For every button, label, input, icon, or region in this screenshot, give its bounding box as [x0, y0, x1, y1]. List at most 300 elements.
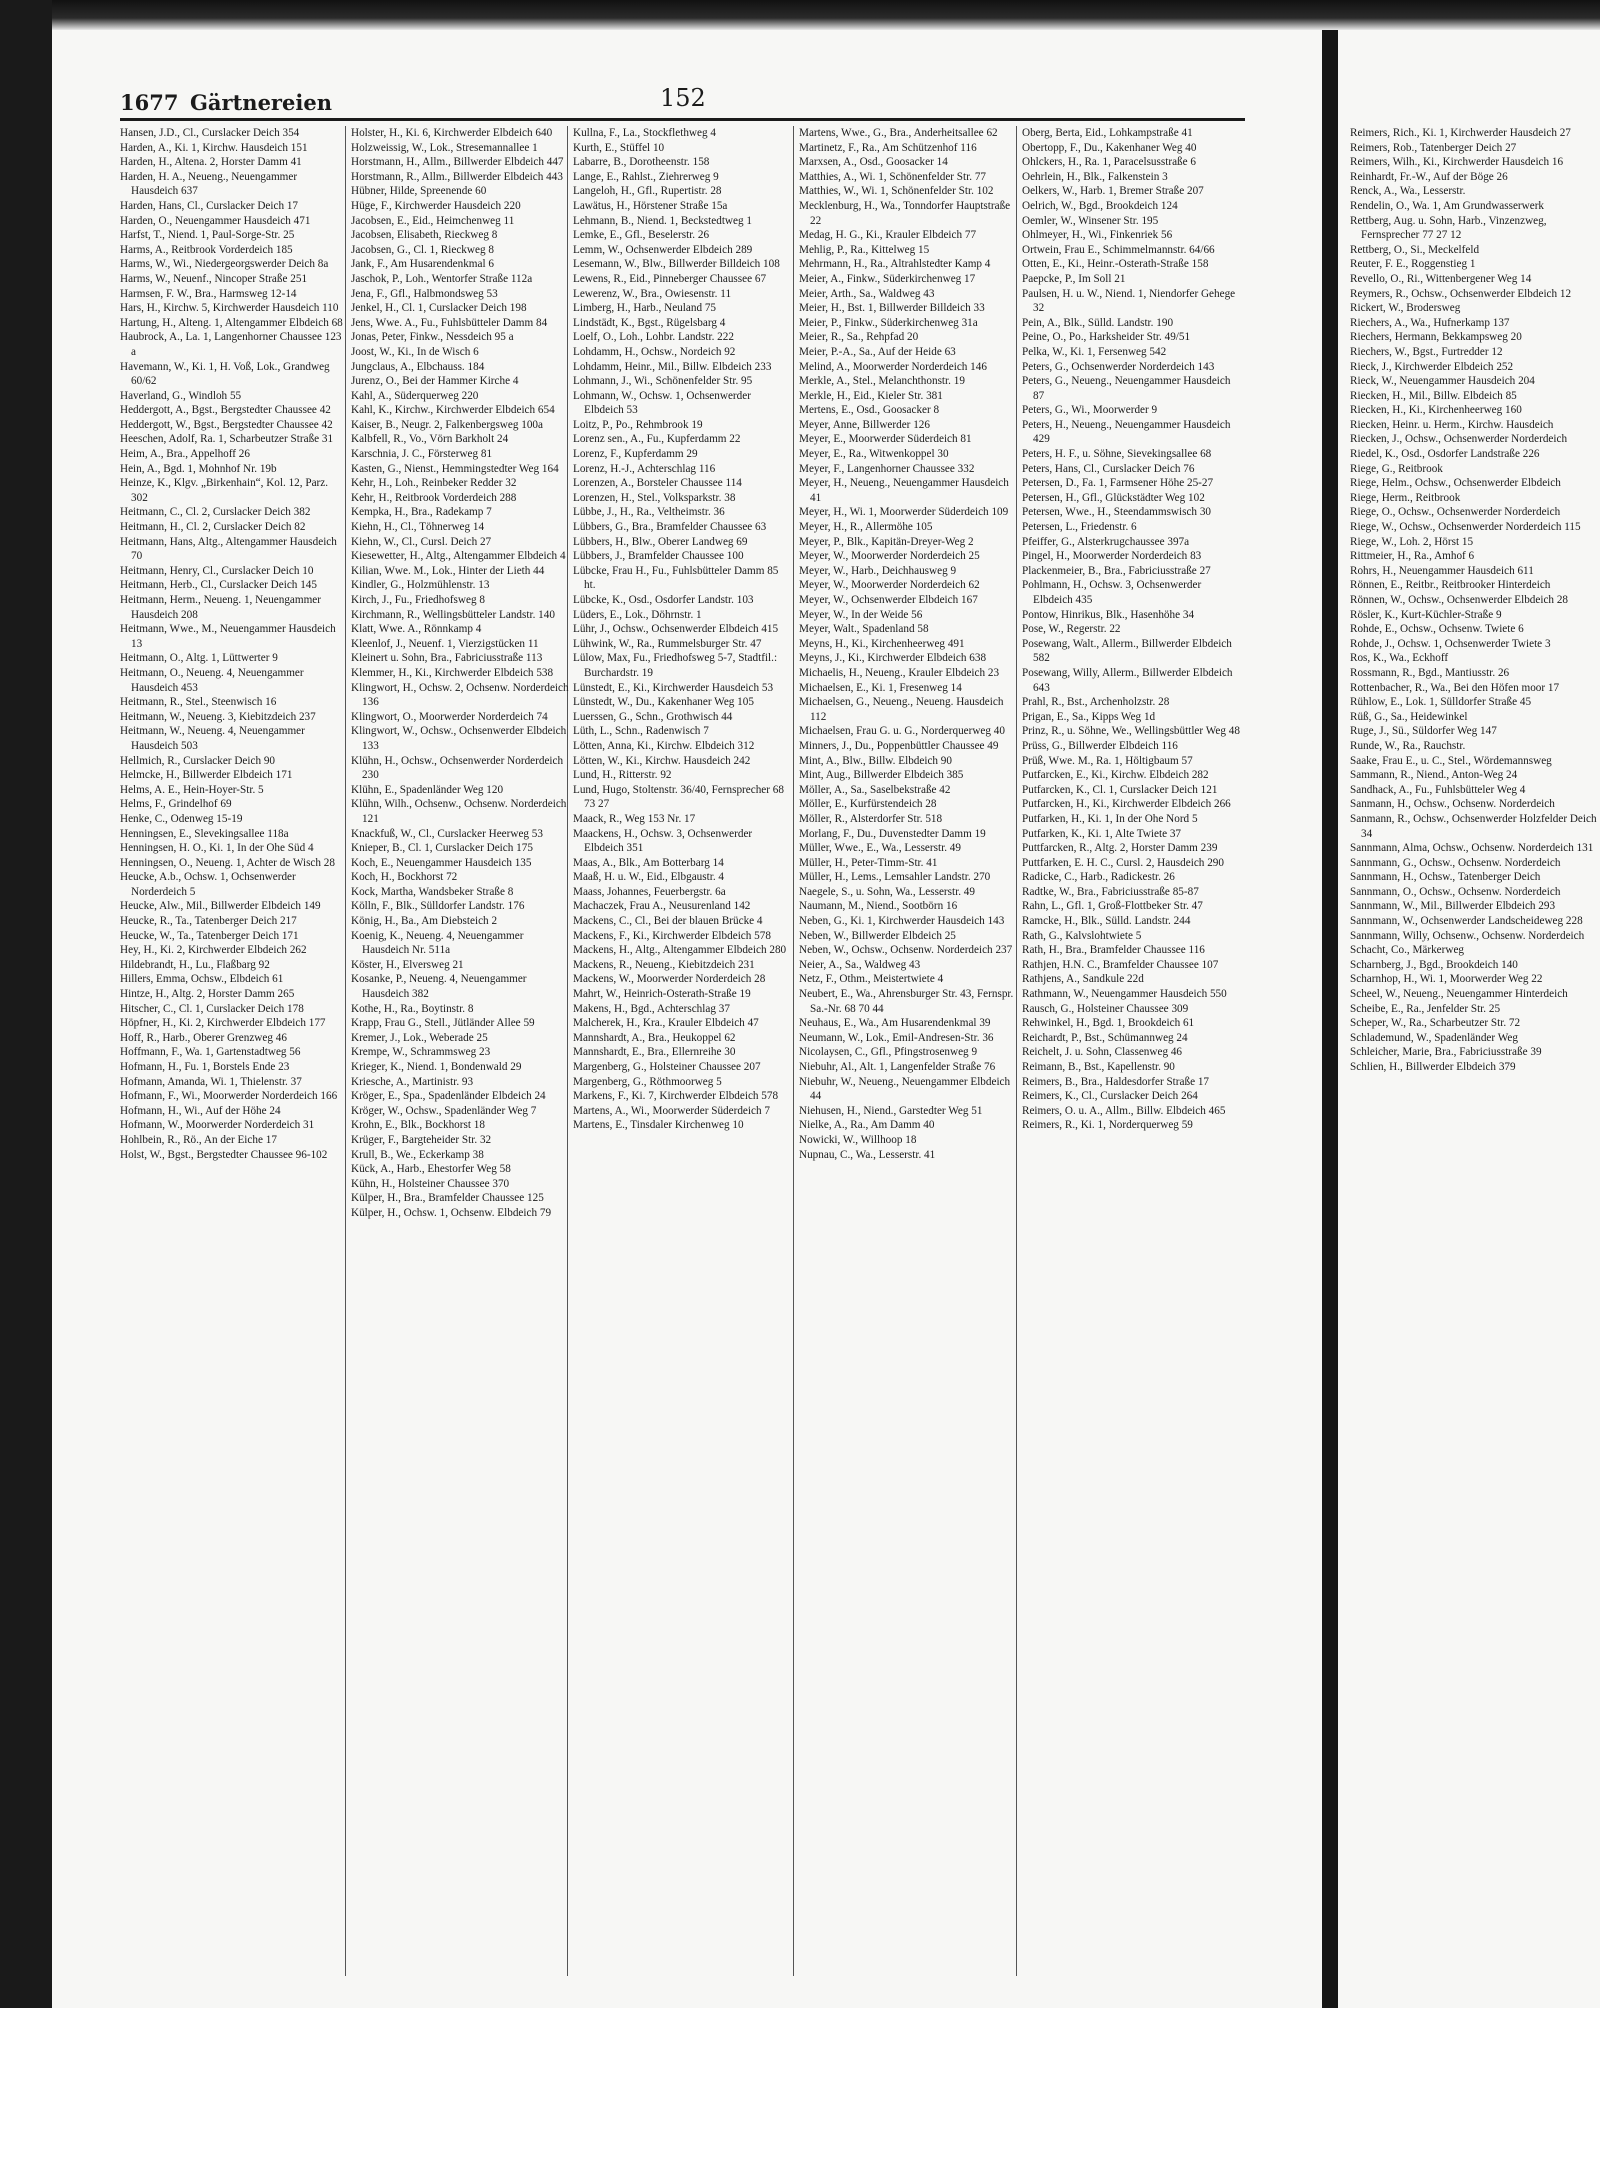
directory-entry: Kleenlof, J., Neuenf. 1, Vierzigstücken 11: [351, 637, 539, 650]
directory-entry: Riecken, H., Ki., Kirchenheerweg 160: [1350, 404, 1522, 417]
directory-entry: Langeloh, H., Gfl., Rupertistr. 28: [573, 185, 722, 198]
directory-entry: König, H., Ba., Am Diebsteich 2: [351, 915, 498, 928]
directory-entry: Hüge, F., Kirchwerder Hausdeich 220: [351, 199, 521, 212]
directory-entry: Jenkel, H., Cl. 1, Curslacker Deich 198: [351, 302, 527, 315]
directory-entry: Rieck, W., Neuengammer Hausdeich 204: [1350, 375, 1535, 388]
directory-entry: Riecken, J., Ochsw., Ochsenwerder Norderdeich: [1350, 433, 1568, 446]
directory-entry: Klühn, H., Ochsw., Ochsenwerder Norderdeich 230: [351, 754, 564, 782]
directory-entry: Henke, C., Odenweg 15-19: [120, 812, 243, 825]
directory-entry: Jena, F., Gfl., Halbmondsweg 53: [351, 287, 498, 300]
directory-entry: Morlang, F., Du., Duvenstedter Damm 19: [799, 827, 986, 840]
directory-entry: Heitmann, C., Cl. 2, Curslacker Deich 382: [120, 506, 311, 519]
directory-entry: Limberg, H., Harb., Neuland 75: [573, 302, 717, 315]
section-title: Gärtnereien: [190, 90, 332, 115]
directory-entry: Krapp, Frau G., Stell., Jütländer Allee 59: [351, 1017, 535, 1030]
directory-entry: Reinhardt, Fr.-W., Auf der Böge 26: [1350, 170, 1508, 183]
directory-entry: Meyer, E., Moorwerder Süderdeich 81: [799, 433, 972, 446]
directory-entry: Heinze, K., Klgv. „Birkenhain“, Kol. 12, Parz. 302: [120, 477, 329, 504]
directory-entry: Holzweissig, W., Lok., Stresemannallee 1: [351, 141, 538, 154]
directory-entry: Riecken, H., Mil., Billw. Elbdeich 85: [1350, 389, 1517, 402]
directory-entry: Harms, W., Neuenf., Nincoper Straße 251: [120, 272, 308, 285]
directory-entry: Scheper, W., Ra., Scharbeutzer Str. 72: [1350, 1017, 1521, 1030]
directory-entry: Haubrock, A., La. 1, Langenhorner Chaussee 123 a: [120, 331, 342, 358]
directory-entry: Sannmann, G., Ochsw., Ochsenw. Norderdeich: [1350, 856, 1561, 869]
directory-entry: Prigan, E., Sa., Kipps Weg 1d: [1022, 710, 1156, 723]
directory-entry: Kullna, F., La., Stockflethweg 4: [573, 127, 716, 139]
directory-entry: Heitmann, Wwe., M., Neuengammer Hausdeich 13: [120, 623, 336, 650]
directory-entry: Riege, Herm., Reitbrook: [1350, 491, 1461, 504]
directory-entry: Mint, A., Blw., Billw. Elbdeich 90: [799, 754, 952, 767]
directory-entry: Kasten, G., Nienst., Hemmingstedter Weg 164: [351, 462, 559, 475]
directory-entry: Lohdamm, H., Ochsw., Nordeich 92: [573, 345, 736, 358]
directory-entry: Meyns, J., Ki., Kirchwerder Elbdeich 638: [799, 652, 987, 665]
directory-entry: Meyer, P., Blk., Kapitän-Dreyer-Weg 2: [799, 535, 974, 548]
directory-entry: Maaß, H. u. W., Eid., Elbgaustr. 4: [573, 871, 725, 884]
directory-entry: Hofmann, Amanda, Wi. 1, Thielenstr. 37: [120, 1075, 302, 1088]
directory-entry: Meyer, H., Wi. 1, Moorwerder Süderdeich 109: [799, 506, 1009, 519]
directory-entry: Pohlmann, H., Ochsw. 3, Ochsenwerder Elbdeich 435: [1022, 579, 1202, 606]
directory-entry: Kröger, E., Spa., Spadenländer Elbdeich 24: [351, 1090, 546, 1103]
directory-entry: Heitmann, W., Neueng. 3, Kiebitzdeich 237: [120, 710, 316, 723]
directory-entry: Peters, Hans, Cl., Curslacker Deich 76: [1022, 462, 1195, 475]
directory-entry: Maack, R., Weg 153 Nr. 17: [573, 812, 696, 825]
directory-entry: Lorenz sen., A., Fu., Kupferdamm 22: [573, 433, 741, 446]
directory-entry: Jens, Wwe. A., Fu., Fuhlsbütteler Damm 84: [351, 316, 548, 329]
directory-entry: Lesemann, W., Blw., Billwerder Billdeich 108: [573, 258, 780, 271]
directory-entry: Lorenz, F., Kupferdamm 29: [573, 448, 698, 461]
directory-entry: Oelrich, W., Bgd., Brookdeich 124: [1022, 199, 1178, 212]
directory-entry: Jonas, Peter, Finkw., Nessdeich 95 a: [351, 331, 514, 344]
directory-entry: Lühwink, W., Ra., Rummelsburger Str. 47: [573, 637, 762, 650]
directory-entry: Riege, G., Reitbrook: [1350, 462, 1443, 475]
directory-entry: Lübbe, J., H., Ra., Veltheimstr. 36: [573, 506, 725, 519]
directory-entry: Reimers, K., Cl., Curslacker Deich 264: [1022, 1090, 1198, 1103]
directory-entry: Helms, A. E., Hein-Hoyer-Str. 5: [120, 783, 264, 796]
directory-entry: Reimann, B., Bst., Kapellenstr. 90: [1022, 1061, 1175, 1073]
directory-entry: Rausch, G., Holsteiner Chaussee 309: [1022, 1002, 1189, 1015]
directory-entry: Rettberg, Aug. u. Sohn, Harb., Vinzenzweg, Fernsprecher 77 27 12: [1350, 214, 1547, 242]
directory-entry: Külper, H., Bra., Bramfelder Chaussee 125: [351, 1192, 544, 1205]
column-1: [120, 126, 344, 1986]
directory-entry: Riege, W., Loh. 2, Hörst 15: [1350, 535, 1474, 548]
directory-entry: Koenig, K., Neueng. 4, Neuengammer Hausdeich Nr. 511a: [351, 929, 524, 957]
directory-entry: Henningsen, O., Neueng. 1, Achter de Wisch 28: [120, 856, 335, 869]
column-6: [1350, 126, 1600, 1986]
directory-entry: Heitmann, Henry, Cl., Curslacker Deich 10: [120, 564, 314, 577]
directory-entry: Henningsen, E., Slevekingsallee 118a: [120, 827, 289, 840]
directory-entry: Meyer, F., Langenhorner Chaussee 332: [799, 462, 975, 475]
directory-entry: Puttfarcken, R., Altg. 2, Horster Damm 239: [1022, 842, 1218, 855]
directory-entry: Peters, G., Wi., Moorwerder 9: [1022, 404, 1158, 417]
directory-entry: Lorenzen, A., Borsteler Chaussee 114: [573, 477, 742, 490]
directory-entry: Sannmann, W., Ochsenwerder Landscheideweg 228: [1350, 915, 1583, 928]
directory-entry: Heitmann, H., Cl. 2, Curslacker Deich 82: [120, 521, 306, 534]
directory-entry: Riechers, W., Bgst., Furtredder 12: [1350, 345, 1503, 358]
directory-entry: Helms, F., Grindelhof 69: [120, 798, 232, 811]
directory-entry: Meier, P., Finkw., Süderkirchenweg 31a: [799, 316, 978, 329]
directory-entry: Oelkers, W., Harb. 1, Bremer Straße 207: [1022, 185, 1204, 198]
directory-entry: Ohlckers, H., Ra. 1, Paracelsusstraße 6: [1022, 156, 1196, 169]
directory-entry: Lemke, E., Gfl., Beselerstr. 26: [573, 229, 710, 242]
directory-entry: Harms, A., Reitbrook Vorderdeich 185: [120, 243, 293, 256]
directory-entry: Obertopp, F., Du., Kakenhaner Weg 40: [1022, 141, 1197, 154]
directory-entry: Sammann, R., Niend., Anton-Weg 24: [1350, 769, 1518, 782]
directory-entry: Kehr, H., Reitbrook Vorderdeich 288: [351, 491, 517, 504]
directory-entry: Krohn, E., Blk., Bockhorst 18: [351, 1119, 485, 1132]
directory-entry: Lünstedt, W., Du., Kakenhaner Weg 105: [573, 696, 754, 709]
directory-entry: Kremer, J., Lok., Weberade 25: [351, 1031, 488, 1044]
directory-entry: Reimers, Wilh., Ki., Kirchwerder Hausdeich 16: [1350, 156, 1564, 169]
directory-entry: Heucke, W., Ta., Tatenberger Deich 171: [120, 929, 299, 942]
directory-entry: Schlien, H., Billwerder Elbdeich 379: [1350, 1061, 1516, 1073]
directory-entry: Meier, Arth., Sa., Waldweg 43: [799, 287, 935, 300]
directory-entry: Minners, J., Du., Poppenbüttler Chaussee 49: [799, 739, 999, 752]
directory-entry: Naumann, M., Niend., Sootbörn 16: [799, 900, 958, 913]
directory-entry: Lindstädt, K., Bgst., Rügelsbarg 4: [573, 316, 726, 329]
directory-entry: Kock, Martha, Wandsbeker Straße 8: [351, 885, 514, 898]
directory-entry: Harden, A., Ki. 1, Kirchw. Hausdeich 151: [120, 141, 308, 154]
directory-entry: Niebuhr, W., Neueng., Neuengammer Elbdeich 44: [799, 1075, 1011, 1103]
directory-entry: Maackens, H., Ochsw. 3, Ochsenwerder Elbdeich 351: [573, 827, 753, 855]
directory-entry: Rüß, G., Sa., Heidewinkel: [1350, 710, 1468, 723]
directory-entry: Ruge, J., Sü., Süldorfer Weg 147: [1350, 725, 1497, 738]
directory-entry: Rath, H., Bra., Bramfelder Chaussee 116: [1022, 944, 1205, 957]
directory-entry: Pose, W., Regerstr. 22: [1022, 623, 1121, 636]
directory-entry: Maas, A., Blk., Am Botterbarg 14: [573, 856, 724, 869]
directory-entry: Meier, H., Bst. 1, Billwerder Billdeich 33: [799, 302, 985, 315]
directory-entry: Niebuhr, Al., Alt. 1, Langenfelder Straße 76: [799, 1061, 996, 1073]
scan-bottom-margin: [0, 2008, 1600, 2177]
directory-entry: Rohrs, H., Neuengammer Hausdeich 611: [1350, 564, 1534, 577]
directory-entry: Hartung, H., Alteng. 1, Altengammer Elbdeich 68: [120, 316, 343, 329]
directory-entry: Krull, B., We., Eckerkamp 38: [351, 1148, 484, 1161]
directory-entry: Rath, G., Kalvslohtwiete 5: [1022, 929, 1142, 942]
directory-entry: Lorenz, H.-J., Achterschlag 116: [573, 462, 716, 475]
directory-entry: Reimers, R., Ki. 1, Norderquerweg 59: [1022, 1119, 1193, 1132]
directory-entry: Kleinert u. Sohn, Bra., Fabriciusstraße 113: [351, 652, 543, 665]
directory-entry: Rendelin, O., Wa. 1, Am Grundwasserwerk: [1350, 199, 1545, 212]
directory-entry: Haverland, G., Windloh 55: [120, 389, 242, 402]
directory-entry: Lülow, Max, Fu., Friedhofsweg 5-7, Stadtfil.: Burchardstr. 19: [573, 652, 778, 679]
directory-entry: Hansen, J.D., Cl., Curslacker Deich 354: [120, 127, 300, 139]
directory-entry: Oehrlein, H., Blk., Falkenstein 3: [1022, 170, 1168, 183]
directory-entry: Rohde, E., Ochsw., Ochsenw. Twiete 6: [1350, 623, 1524, 636]
directory-entry: Mackens, W., Moorwerder Norderdeich 28: [573, 973, 766, 986]
directory-entry: Lund, H., Ritterstr. 92: [573, 769, 672, 782]
directory-entry: Kriesche, A., Martinistr. 93: [351, 1075, 474, 1088]
directory-entry: Kahl, A., Süderquerweg 220: [351, 389, 479, 402]
directory-entry: Müller, H., Lems., Lemsahler Landstr. 270: [799, 871, 991, 884]
directory-entry: Hein, A., Bgd. 1, Mohnhof Nr. 19b: [120, 462, 277, 475]
directory-entry: Kothe, H., Ra., Boytinstr. 8: [351, 1002, 474, 1015]
directory-entry: Mannshardt, E., Bra., Ellernreihe 30: [573, 1046, 736, 1059]
directory-entry: Kurth, E., Stüffel 10: [573, 141, 665, 154]
directory-entry: Riege, W., Ochsw., Ochsenwerder Norderdeich 115: [1350, 521, 1581, 534]
directory-entry: Posewang, Willy, Allerm., Billwerder Elbdeich 643: [1022, 666, 1233, 694]
directory-entry: Kosanke, P., Neueng. 4, Neuengammer Hausdeich 382: [351, 973, 527, 1001]
directory-entry: Nielke, A., Ra., Am Damm 40: [799, 1119, 935, 1132]
directory-entry: Kühn, H., Holsteiner Chaussee 370: [351, 1177, 510, 1190]
directory-entry: Hoffmann, F., Wa. 1, Gartenstadtweg 56: [120, 1046, 301, 1059]
directory-entry: Reichardt, P., Bst., Schümannweg 24: [1022, 1031, 1188, 1044]
directory-entry: Krempe, W., Schrammsweg 23: [351, 1046, 491, 1059]
directory-entry: Meyer, W., Ochsenwerder Elbdeich 167: [799, 594, 978, 606]
directory-entry: Hofmann, H., Fu. 1, Borstels Ende 23: [120, 1061, 290, 1073]
directory-entry: Niehusen, H., Niend., Garstedter Weg 51: [799, 1104, 983, 1117]
directory-entry: Naegele, S., u. Sohn, Wa., Lesserstr. 49: [799, 885, 975, 898]
directory-entry: Joost, W., Ki., In de Wisch 6: [351, 345, 479, 358]
directory-entry: Neuhaus, E., Wa., Am Husarendenkmal 39: [799, 1017, 991, 1030]
directory-entry: Nicolaysen, C., Gfl., Pfingstrosenweg 9: [799, 1046, 978, 1059]
directory-entry: Peine, O., Po., Harksheider Str. 49/51: [1022, 331, 1191, 344]
directory-entry: Kirchmann, R., Wellingsbütteler Landstr. 140: [351, 608, 555, 621]
directory-entry: Sannmann, H., Ochsw., Tatenberger Deich: [1350, 871, 1541, 884]
directory-entry: Hellmich, R., Curslacker Deich 90: [120, 754, 276, 767]
directory-entry: Merkle, H., Eid., Kieler Str. 381: [799, 389, 943, 402]
directory-entry: Lübcke, Frau H., Fu., Fuhlsbütteler Damm 85 ht.: [573, 564, 779, 592]
directory-entry: Riedel, K., Osd., Osdorfer Landstraße 226: [1350, 448, 1540, 461]
directory-entry: Mackens, C., Cl., Bei der blauen Brücke 4: [573, 915, 763, 928]
directory-entry: Kiehn, W., Cl., Cursl. Deich 27: [351, 535, 492, 548]
directory-entry: Saake, Frau E., u. C., Stel., Wördemannsweg: [1350, 754, 1552, 767]
directory-entry: Martens, A., Wi., Moorwerder Süderdeich 7: [573, 1104, 770, 1117]
directory-entry: Harden, O., Neuengammer Hausdeich 471: [120, 214, 311, 227]
directory-entry: Heitmann, R., Stel., Steenwisch 16: [120, 696, 277, 709]
directory-entry: Radicke, C., Harb., Radickestr. 26: [1022, 871, 1175, 884]
directory-entry: Hoff, R., Harb., Oberer Grenzweg 46: [120, 1031, 287, 1044]
directory-entry: Machaczek, Frau A., Neusurenland 142: [573, 900, 751, 913]
directory-entry: Hillers, Emma, Ochsw., Elbdeich 61: [120, 973, 284, 986]
directory-entry: Ohlmeyer, H., Wi., Finkenriek 56: [1022, 229, 1173, 242]
directory-entry: Michaelis, H., Neueng., Krauler Elbdeich 23: [799, 666, 1000, 679]
directory-entry: Schlademund, W., Spadenländer Weg: [1350, 1031, 1518, 1044]
directory-entry: Koch, H., Bockhorst 72: [351, 871, 458, 884]
directory-entry: Riechers, Hermann, Bekkampsweg 20: [1350, 331, 1522, 344]
directory-entry: Puttfarken, E. H. C., Cursl. 2, Hausdeich 290: [1022, 856, 1224, 869]
directory-entry: Krieger, K., Niend. 1, Bondenwald 29: [351, 1061, 522, 1073]
directory-entry: Martinetz, F., Ra., Am Schützenhof 116: [799, 141, 977, 154]
column-3: [573, 126, 791, 1986]
directory-entry: Kehr, H., Loh., Reinbeker Redder 32: [351, 477, 517, 490]
directory-entry: Kalbfell, R., Vo., Vörn Barkholt 24: [351, 433, 509, 446]
directory-entry: Prahl, R., Bst., Archenholzstr. 28: [1022, 696, 1170, 709]
directory-entry: Kröger, W., Ochsw., Spadenländer Weg 7: [351, 1104, 537, 1117]
directory-entry: Jacobsen, E., Eid., Heimchenweg 11: [351, 214, 515, 227]
directory-entry: Jurenz, O., Bei der Hammer Kirche 4: [351, 375, 519, 388]
directory-entry: Horstmann, R., Allm., Billwerder Elbdeich 443: [351, 170, 563, 183]
directory-entry: Köster, H., Elversweg 21: [351, 958, 464, 971]
directory-entry: Heitmann, Herm., Neueng. 1, Neuengammer Hausdeich 208: [120, 594, 321, 621]
directory-entry: Pontow, Hinrikus, Blk., Hasenhöhe 34: [1022, 608, 1195, 621]
directory-entry: Neben, W., Ochsw., Ochsenw. Norderdeich 237: [799, 944, 1013, 957]
directory-entry: Krüger, F., Bargteheider Str. 32: [351, 1133, 492, 1146]
directory-entry: Harden, H., Altena. 2, Horster Damm 41: [120, 156, 302, 169]
directory-entry: Hintze, H., Altg. 2, Horster Damm 265: [120, 988, 295, 1001]
column-4: [799, 126, 1017, 1986]
directory-entry: Müller, Wwe., E., Wa., Lesserstr. 49: [799, 842, 961, 855]
directory-entry: Michaelsen, E., Ki. 1, Fresenweg 14: [799, 681, 962, 694]
directory-entry: Riecken, Heinr. u. Herm., Kirchw. Hausdeich: [1350, 418, 1554, 431]
directory-entry: Kölln, F., Blk., Sülldorfer Landstr. 176: [351, 900, 525, 913]
directory-entry: Heim, A., Bra., Appelhoff 26: [120, 448, 250, 461]
directory-entry: Kindler, G., Holzmühlenstr. 13: [351, 579, 490, 592]
directory-entry: Reimers, Rich., Ki. 1, Kirchwerder Hausdeich 27: [1350, 127, 1571, 139]
directory-entry: Hey, H., Ki. 2, Kirchwerder Elbdeich 262: [120, 944, 307, 957]
directory-entry: Scheibe, E., Ra., Jenfelder Str. 25: [1350, 1002, 1501, 1015]
directory-entry: Riege, O., Ochsw., Ochsenwerder Norderdeich: [1350, 506, 1561, 519]
directory-entry: Pelka, W., Ki. 1, Fersenweg 542: [1022, 345, 1167, 358]
directory-entry: Prinz, R., u. Söhne, We., Wellingsbüttler Weg 48: [1022, 725, 1240, 738]
directory-entry: Meyer, Anne, Billwerder 126: [799, 418, 930, 431]
directory-entry: Matthies, W., Wi. 1, Schönenfelder Str. 102: [799, 185, 994, 198]
directory-entry: Jaschok, P., Loh., Wentorfer Straße 112a: [351, 272, 533, 285]
page-header: [120, 84, 1245, 130]
directory-entry: Meier, R., Sa., Rehpfad 20: [799, 331, 919, 344]
directory-entry: Scharnhop, H., Wi. 1, Moorwerder Weg 22: [1350, 973, 1543, 986]
directory-entry: Reuter, F. E., Roggenstieg 1: [1350, 258, 1476, 271]
directory-entry: Runde, W., Ra., Rauchstr.: [1350, 739, 1466, 752]
header-rule: [120, 118, 1245, 121]
directory-entry: Jungclaus, A., Elbchauss. 184: [351, 360, 485, 373]
directory-entry: Lewens, R., Eid., Pinneberger Chaussee 67: [573, 272, 767, 285]
directory-entry: Klingwort, H., Ochsw. 2, Ochsenw. Norderdeich 136: [351, 681, 569, 709]
directory-entry: Hofmann, F., Wi., Moorwerder Norderdeich 166: [120, 1090, 338, 1103]
directory-entry: Putfarken, H., Ki. 1, In der Ohe Nord 5: [1022, 812, 1198, 825]
directory-entry: Heucke, A.b., Ochsw. 1, Ochsenwerder Norderdeich 5: [120, 871, 296, 898]
directory-entry: Meyer, W., Moorwerder Norderdeich 62: [799, 579, 980, 592]
running-page-number: 1677: [120, 90, 179, 115]
directory-entry: Petersen, Wwe., H., Steendammswisch 30: [1022, 506, 1212, 519]
directory-entry: Pfeiffer, G., Alsterkrugchaussee 397a: [1022, 535, 1190, 548]
directory-entry: Klemmer, H., Ki., Kirchwerder Elbdeich 538: [351, 666, 554, 679]
directory-entry: Rühlow, E., Lok. 1, Sülldorfer Straße 45: [1350, 696, 1532, 709]
directory-entry: Netz, F., Othm., Meistertwiete 4: [799, 973, 944, 986]
directory-entry: Hofmann, H., Wi., Auf der Höhe 24: [120, 1104, 281, 1117]
directory-entry: Mehlig, P., Ra., Kittelweg 15: [799, 243, 930, 256]
directory-entry: Kahl, K., Kirchw., Kirchwerder Elbdeich 654: [351, 404, 555, 417]
directory-entry: Rönnen, W., Ochsw., Ochsenwerder Elbdeich 28: [1350, 594, 1569, 606]
directory-entry: Luerssen, G., Schn., Grothwisch 44: [573, 710, 733, 723]
directory-entry: Knieper, B., Cl. 1, Curslacker Deich 175: [351, 842, 533, 855]
directory-entry: Rettberg, O., Si., Meckelfeld: [1350, 243, 1480, 256]
directory-entry: Melind, A., Moorwerder Norderdeich 146: [799, 360, 987, 373]
directory-entry: Meier, P.-A., Sa., Auf der Heide 63: [799, 345, 956, 358]
directory-entry: Kiehn, H., Cl., Töhnerweg 14: [351, 521, 485, 534]
directory-entry: Kück, A., Harb., Ehestorfer Weg 58: [351, 1163, 511, 1176]
directory-entry: Mackens, F., Ki., Kirchwerder Elbdeich 578: [573, 929, 771, 942]
directory-entry: Malcherek, H., Kra., Krauler Elbdeich 47: [573, 1017, 759, 1030]
directory-entry: Holst, W., Bgst., Bergstedter Chaussee 96-102: [120, 1148, 328, 1161]
directory-entry: Meyns, H., Ki., Kirchenheerweg 491: [799, 637, 965, 650]
directory-entry: Heitmann, O., Neueng. 4, Neuengammer Hausdeich 453: [120, 666, 304, 694]
directory-entry: Koch, E., Neuengammer Hausdeich 135: [351, 856, 532, 869]
directory-entry: Rottenbacher, R., Wa., Bei den Höfen moor 17: [1350, 681, 1560, 694]
directory-entry: Jacobsen, G., Cl. 1, Rieckweg 8: [351, 243, 494, 256]
directory-entry: Heeschen, Adolf, Ra. 1, Scharbeutzer Straße 31: [120, 433, 334, 446]
directory-entry: Lohmann, J., Wi., Schönenfelder Str. 95: [573, 375, 753, 388]
directory-entry: Merkle, A., Stel., Melanchthonstr. 19: [799, 375, 965, 388]
directory-entry: Sandhack, A., Fu., Fuhlsbütteler Weg 4: [1350, 783, 1526, 796]
page-number: 152: [660, 84, 706, 112]
directory-entry: Oberg, Berta, Eid., Lohkampstraße 41: [1022, 127, 1193, 139]
directory-entry: Heitmann, O., Altg. 1, Lüttwerter 9: [120, 652, 278, 665]
directory-entry: Heitmann, Hans, Altg., Altengammer Hausdeich 70: [120, 535, 337, 563]
directory-entry: Kiesewetter, H., Altg., Altengammer Elbdeich 4: [351, 550, 566, 563]
directory-entry: Mackens, H., Altg., Altengammer Elbdeich 280: [573, 944, 787, 957]
directory-entry: Klatt, Wwe. A., Rönnkamp 4: [351, 623, 482, 636]
directory-entry: Hohlbein, R., Rö., An der Eiche 17: [120, 1133, 277, 1146]
directory-entry: Külper, H., Ochsw. 1, Ochsenw. Elbdeich 79: [351, 1206, 552, 1219]
directory-entry: Lorenzen, H., Stel., Volksparkstr. 38: [573, 491, 736, 504]
directory-entry: Plackenmeier, B., Bra., Fabriciusstraße 27: [1022, 564, 1211, 577]
directory-entry: Rossmann, R., Bgd., Mantiusstr. 26: [1350, 666, 1510, 679]
directory-entry: Lohdamm, Heinr., Mil., Billw. Elbdeich 233: [573, 360, 772, 373]
directory-entry: Radtke, W., Bra., Fabriciusstraße 85-87: [1022, 885, 1199, 898]
directory-entry: Lübbers, J., Bramfelder Chaussee 100: [573, 550, 744, 563]
directory-entry: Maass, Johannes, Feuerbergstr. 6a: [573, 885, 726, 898]
directory-entry: Peters, G., Ochsenwerder Norderdeich 143: [1022, 360, 1215, 373]
directory-entry: Kilian, Wwe. M., Lok., Hinter der Lieth 44: [351, 564, 545, 577]
directory-entry: Riege, Helm., Ochsw., Ochsenwerder Elbdeich: [1350, 477, 1561, 490]
directory-entry: Sannmann, O., Ochsw., Ochsenw. Norderdeich: [1350, 885, 1561, 898]
directory-entry: Martens, Wwe., G., Bra., Anderheitsallee 62: [799, 127, 998, 139]
directory-entry: Sannmann, W., Mil., Billwerder Elbdeich 293: [1350, 900, 1556, 913]
directory-entry: Neben, G., Ki. 1, Kirchwerder Hausdeich 143: [799, 915, 1005, 928]
directory-entry: Sannmann, Alma, Ochsw., Ochsenw. Norderdeich 131: [1350, 842, 1594, 855]
directory-entry: Petersen, D., Fa. 1, Farmsener Höhe 25-27: [1022, 477, 1214, 490]
directory-entry: Paepcke, P., Im Soll 21: [1022, 272, 1126, 285]
directory-entry: Nupnau, C., Wa., Lesserstr. 41: [799, 1148, 936, 1161]
directory-entry: Scheel, W., Neueng., Neuengammer Hinterdeich: [1350, 988, 1568, 1001]
directory-entry: Mannshardt, A., Bra., Heukoppel 62: [573, 1031, 736, 1044]
directory-entry: Pingel, H., Moorwerder Norderdeich 83: [1022, 550, 1202, 563]
directory-entry: Lübbers, G., Bra., Bramfelder Chaussee 63: [573, 521, 767, 534]
directory-entry: Heucke, R., Ta., Tatenberger Deich 217: [120, 915, 297, 928]
directory-entry: Meier, A., Finkw., Süderkirchenweg 17: [799, 272, 976, 285]
directory-entry: Meyer, Walt., Spadenland 58: [799, 623, 929, 636]
directory-entry: Harfst, T., Niend. 1, Paul-Sorge-Str. 25: [120, 229, 295, 242]
directory-entry: Meyer, W., Harb., Deichhausweg 9: [799, 564, 957, 577]
directory-entry: Meyer, H., R., Allermöhe 105: [799, 521, 933, 534]
directory-entry: Putfarcken, K., Cl. 1, Curslacker Deich 121: [1022, 783, 1218, 796]
directory-entry: Matthies, A., Wi. 1, Schönenfelder Str. 77: [799, 170, 987, 183]
directory-entry: Martens, E., Tinsdaler Kirchenweg 10: [573, 1119, 744, 1132]
directory-entry: Michaelsen, G., Neueng., Neueng. Hausdeich 112: [799, 696, 1004, 723]
directory-entry: Möller, A., Sa., Saselbekstraße 42: [799, 783, 951, 796]
directory-entry: Harden, H. A., Neueng., Neuengammer Hausdeich 637: [120, 170, 298, 198]
directory-entry: Margenberg, G., Holsteiner Chaussee 207: [573, 1061, 761, 1073]
directory-entry: Revello, O., Ri., Wittenbergener Weg 14: [1350, 272, 1532, 285]
directory-entry: Helmcke, H., Billwerder Elbdeich 171: [120, 769, 293, 782]
directory-entry: Kempka, H., Bra., Radekamp 7: [351, 506, 492, 519]
directory-entry: Heddergott, W., Bgst., Bergstedter Chaussee 42: [120, 418, 333, 431]
directory-entry: Lewerenz, W., Bra., Owiesenstr. 11: [573, 287, 732, 300]
directory-entry: Hildebrandt, H., Lu., Flaßbarg 92: [120, 958, 270, 971]
directory-entry: Lawätus, H., Hörstener Straße 15a: [573, 199, 728, 212]
directory-entry: Hübner, Hilde, Spreenende 60: [351, 185, 487, 198]
directory-entry: Loelf, O., Loh., Lohbr. Landstr. 222: [573, 331, 734, 344]
directory-entry: Sanmann, H., Ochsw., Ochsenw. Norderdeich: [1350, 798, 1555, 811]
directory-entry: Lübcke, K., Osd., Osdorfer Landstr. 103: [573, 594, 754, 606]
directory-entry: Rathjens, A., Sandkule 22d: [1022, 973, 1144, 986]
directory-entry: Schacht, Co., Märkerweg: [1350, 944, 1465, 957]
directory-entry: Sanmann, R., Ochsw., Ochsenwerder Holzfelder Deich 34: [1350, 812, 1597, 840]
directory-entry: Höpfner, H., Ki. 2, Kirchwerder Elbdeich 177: [120, 1017, 326, 1030]
directory-entry: Neumann, W., Lok., Emil-Andresen-Str. 36: [799, 1031, 994, 1044]
directory-entry: Harden, Hans, Cl., Curslacker Deich 17: [120, 199, 299, 212]
directory-entry: Hitscher, C., Cl. 1, Curslacker Deich 178: [120, 1002, 304, 1015]
column-5: [1022, 126, 1240, 1986]
